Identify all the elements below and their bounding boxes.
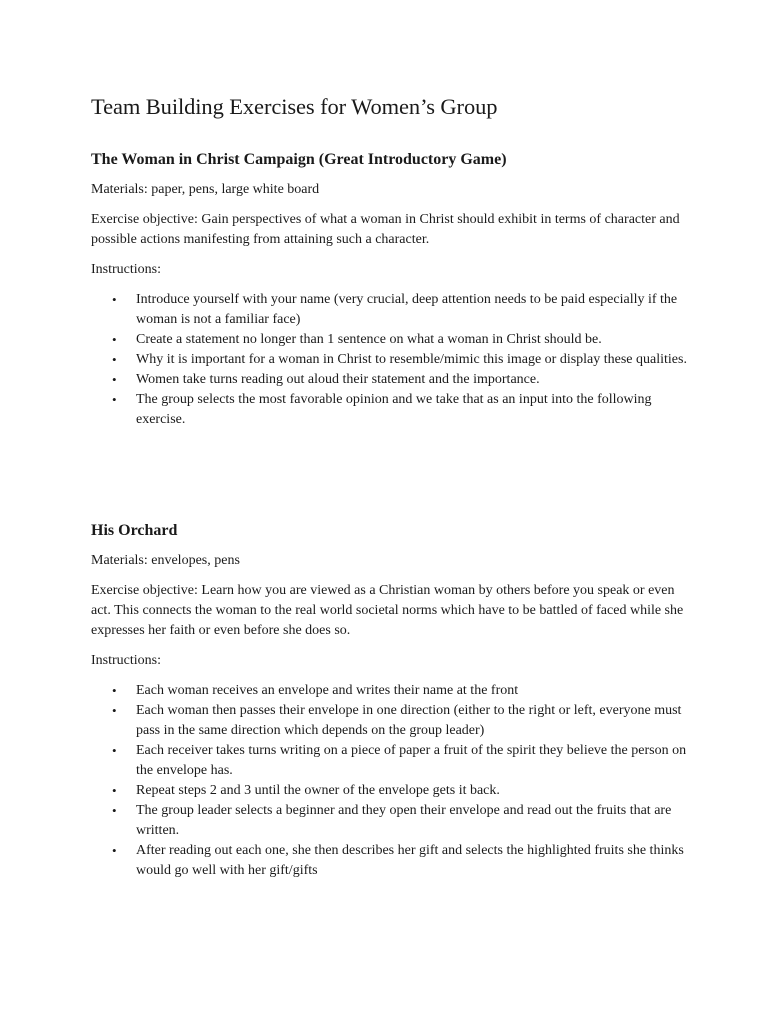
list-item-text: The group selects the most favorable opinion and we take that as an input into the following exercise. [136, 392, 652, 427]
list-item [91, 681, 691, 701]
list-item-text: After reading out each one, she then describes her gift and selects the highlighted fruits she thinks would go well with her gift/gifts [136, 843, 684, 878]
document-title: Team Building Exercises for Women’s Group [91, 94, 498, 119]
bullet-icon: • [112, 783, 117, 798]
list-item-text: Each receiver takes turns writing on a piece of paper a fruit of the spirit they believe the person on the envelope has. [136, 743, 687, 778]
list-item-text: Create a statement no longer than 1 sentence on what a woman in Christ should be. [136, 332, 602, 347]
list-item-text: Repeat steps 2 and 3 until the owner of the envelope gets it back. [136, 783, 500, 798]
list-item-text: Each woman then passes their envelope in one direction (either to the right or left, everyone must pass in the same direction which depends on the group leader) [136, 703, 682, 738]
bullet-icon: • [112, 292, 117, 307]
materials-text: Materials: paper, pens, large white board [91, 182, 320, 197]
instructions-list [91, 681, 691, 881]
bullet-icon: • [112, 392, 117, 407]
list-item-text: Each woman receives an envelope and writes their name at the front [136, 683, 519, 698]
section-woman-in-christ [91, 150, 691, 430]
section-his-orchard [91, 521, 691, 881]
instructions-label: Instructions: [91, 653, 161, 668]
list-item [91, 701, 691, 741]
list-item [91, 390, 691, 430]
materials-text: Materials: envelopes, pens [91, 553, 240, 568]
objective-text: Exercise objective: Learn how you are viewed as a Christian woman by others before you speak or even act. This connects the woman to the real world societal norms which have to be battled of faced while she expresses her faith or even before she does so. [91, 583, 684, 638]
bullet-icon: • [112, 683, 117, 698]
section-heading: The Woman in Christ Campaign (Great Introductory Game) [91, 151, 507, 168]
list-item-text: Women take turns reading out aloud their statement and the importance. [136, 372, 540, 387]
bullet-icon: • [112, 843, 117, 858]
list-item [91, 781, 691, 801]
objective-text: Exercise objective: Gain perspectives of what a woman in Christ should exhibit in terms of character and possible actions manifesting from attaining such a character. [91, 212, 680, 247]
bullet-icon: • [112, 372, 117, 387]
list-item [91, 350, 691, 370]
list-item [91, 290, 691, 330]
list-item-text: Introduce yourself with your name (very crucial, deep attention needs to be paid especially if the woman is not a familiar face) [136, 292, 678, 327]
bullet-icon: • [112, 743, 117, 758]
list-item [91, 370, 691, 390]
bullet-icon: • [112, 803, 117, 818]
bullet-icon: • [112, 703, 117, 718]
list-item-text: The group leader selects a beginner and they open their envelope and read out the fruits that are written. [136, 803, 672, 838]
instructions-list [91, 290, 691, 430]
list-item [91, 741, 691, 781]
list-item-text: Why it is important for a woman in Christ to resemble/mimic this image or display these qualities. [136, 352, 687, 367]
bullet-icon: • [112, 332, 117, 347]
list-item [91, 330, 691, 350]
list-item [91, 801, 691, 841]
list-item [91, 841, 691, 881]
instructions-label: Instructions: [91, 262, 161, 277]
bullet-icon: • [112, 352, 117, 367]
section-heading: His Orchard [91, 522, 178, 539]
